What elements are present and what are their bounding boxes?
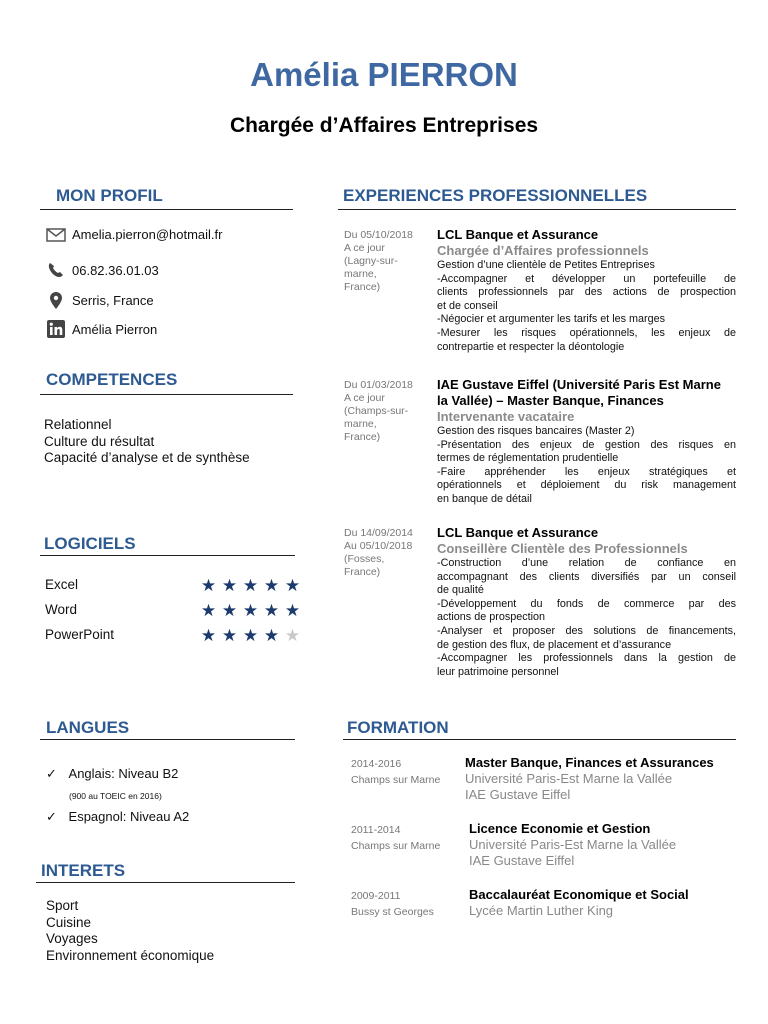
date-line: France) <box>344 281 381 293</box>
section-heading-interets: INTERETS <box>41 861 126 880</box>
software-row-excel <box>45 577 303 594</box>
description-line: accompagnant des clients diversifiés par un conseil <box>437 570 736 583</box>
description-line: de qualité <box>437 584 484 597</box>
job-role: Intervenante vacataire <box>437 409 575 424</box>
date-line: France) <box>344 431 381 443</box>
linkedin-icon <box>44 320 68 338</box>
section-divider <box>40 739 295 740</box>
date-line: marne, <box>344 418 377 430</box>
checkmark-icon: ✓ <box>46 809 57 824</box>
software-label: Excel <box>45 577 79 592</box>
description-line: opérationnels et déploiement du risk management <box>437 479 736 492</box>
contact-phone <box>44 261 159 279</box>
candidate-name: Amélia PIERRON <box>250 56 518 93</box>
competences-list <box>44 417 250 467</box>
description-line: actions de prospection <box>437 611 546 624</box>
language-item <box>46 766 178 782</box>
location-pin-icon <box>44 292 68 309</box>
software-label: PowerPoint <box>45 627 115 642</box>
degree-title: Baccalauréat Economique et Social <box>469 887 689 902</box>
phone-text: 06.82.36.01.03 <box>72 262 159 278</box>
date-line: A ce jour <box>344 392 385 404</box>
description-line: clients professionnels par des actions de prospection <box>437 286 736 299</box>
school-name: Lycée Martin Luther King <box>469 903 614 918</box>
description-line: en banque de détail <box>437 492 532 505</box>
education-dates <box>351 822 466 854</box>
star-icon: ★ <box>200 576 217 595</box>
experience-entry <box>437 525 736 679</box>
date-line: Au 05/10/2018 <box>344 540 413 552</box>
section-divider <box>40 209 293 210</box>
job-title: Chargée d’Affaires Entreprises <box>229 114 539 137</box>
description-line: Gestion d’une clientèle de Petites Entreprises <box>437 259 655 271</box>
star-icon: ★ <box>263 601 280 620</box>
date-line: France) <box>344 566 381 578</box>
education-place: Champs sur Marne <box>351 840 441 852</box>
star-icon: ★ <box>242 601 259 620</box>
date-line: (Fosses, <box>344 553 385 565</box>
date-line: A ce jour <box>344 242 385 254</box>
school-name: Université Paris-Est Marne la Vallée <box>465 771 673 786</box>
education-entry <box>469 887 739 919</box>
list-item: Culture du résultat <box>44 433 155 449</box>
education-place: Bussy st Georges <box>351 906 434 918</box>
star-icon: ★ <box>263 626 280 645</box>
contact-location <box>44 292 154 309</box>
language-item <box>46 809 189 825</box>
school-name: IAE Gustave Eiffel <box>465 787 571 802</box>
software-row-powerpoint <box>45 627 303 644</box>
contact-email <box>44 227 222 242</box>
section-heading-experiences: EXPERIENCES PROFESSIONNELLES <box>343 186 648 205</box>
section-heading-langues: LANGUES <box>46 718 130 737</box>
section-divider <box>36 882 295 883</box>
education-entry <box>465 755 740 803</box>
description-line: Gestion des risques bancaires (Master 2) <box>437 425 635 437</box>
section-heading-formation: FORMATION <box>347 718 449 737</box>
description-line: -Développement du fonds de commerce par des <box>437 597 736 610</box>
language-label: Anglais: Niveau B2 <box>68 766 179 781</box>
date-line: Du 05/10/2018 <box>344 229 413 241</box>
list-item: Voyages <box>46 931 98 946</box>
phone-icon <box>44 261 68 279</box>
email-text: Amelia.pierron@hotmail.fr <box>72 227 223 242</box>
description-line: et de conseil <box>437 299 498 312</box>
description-line: -Présentation des enjeux de gestion des risques en <box>437 438 736 451</box>
list-item: Relationnel <box>44 417 112 432</box>
description-line: de gestion des flux, de placement et d’assurance <box>437 638 672 651</box>
company-name: IAE Gustave Eiffel (Université Paris Est Marne <box>437 377 721 392</box>
date-line: marne, <box>344 268 377 280</box>
star-icon: ★ <box>200 626 217 645</box>
education-years: 2009-2011 <box>351 890 401 902</box>
star-icon: ★ <box>284 601 301 620</box>
interets-list <box>46 898 214 964</box>
date-line: Du 14/09/2014 <box>344 527 413 539</box>
education-place: Champs sur Marne <box>351 774 441 786</box>
company-name: LCL Banque et Assurance <box>437 525 599 540</box>
description-line: -Négocier et argumenter les tarifs et les marges <box>437 313 666 326</box>
star-icon: ★ <box>221 601 238 620</box>
star-icon: ★ <box>242 626 259 645</box>
school-name: IAE Gustave Eiffel <box>469 853 575 868</box>
contact-linkedin <box>44 320 157 338</box>
experience-entry <box>437 377 736 507</box>
description-line: -Faire appréhender les enjeux stratégiques et <box>437 465 736 478</box>
education-entry <box>469 821 739 869</box>
section-divider <box>40 394 293 395</box>
checkmark-icon: ✓ <box>46 766 57 781</box>
section-heading-profil: MON PROFIL <box>56 186 163 205</box>
list-item: Sport <box>46 898 79 913</box>
description-line: -Construction d’une relation de confiance en <box>437 557 736 569</box>
description-line: -Accompagner et développer un portefeuille de <box>437 272 736 285</box>
description-line: termes de réglementation prudentielle <box>437 452 619 465</box>
experience-dates <box>344 527 434 579</box>
star-icon: ★ <box>221 626 238 645</box>
software-row-word <box>45 602 303 619</box>
degree-title: Master Banque, Finances et Assurances <box>465 755 714 770</box>
star-rating <box>198 602 303 619</box>
date-line: (Lagny-sur- <box>344 255 398 267</box>
section-divider <box>343 739 736 740</box>
description-line: -Accompagner les professionnels dans la gestion de <box>437 652 736 665</box>
section-divider <box>40 555 295 556</box>
job-role: Chargée d’Affaires professionnels <box>437 243 649 258</box>
education-years: 2011-2014 <box>351 824 401 836</box>
envelope-icon <box>44 228 68 242</box>
education-dates <box>351 756 461 788</box>
experience-entry <box>437 227 736 354</box>
list-item: Capacité d’analyse et de synthèse <box>44 450 250 465</box>
experience-dates <box>344 229 434 294</box>
software-label: Word <box>45 602 78 617</box>
location-text: Serris, France <box>72 293 154 308</box>
date-line: Du 01/03/2018 <box>344 379 413 391</box>
section-heading-competences: COMPETENCES <box>46 370 178 389</box>
company-name: LCL Banque et Assurance <box>437 227 599 242</box>
star-icon: ★ <box>200 601 217 620</box>
star-icon: ★ <box>221 576 238 595</box>
list-item: Cuisine <box>46 914 92 930</box>
star-icon: ★ <box>263 576 280 595</box>
description-line: leur patrimoine personnel <box>437 665 559 678</box>
star-rating <box>198 577 303 594</box>
date-line: (Champs-sur- <box>344 405 409 417</box>
description-line: contrepartie et respecter la déontologie <box>437 340 625 353</box>
star-icon: ★ <box>284 576 301 595</box>
list-item: Environnement économique <box>46 947 215 963</box>
education-years: 2014-2016 <box>351 758 402 770</box>
degree-title: Licence Economie et Gestion <box>469 821 651 836</box>
star-icon: ★ <box>242 576 259 595</box>
job-role: Conseillère Clientèle des Professionnels <box>437 541 688 556</box>
section-divider <box>338 209 736 210</box>
section-heading-logiciels: LOGICIELS <box>44 534 136 553</box>
linkedin-text: Amélia Pierron <box>72 321 158 337</box>
school-name: Université Paris-Est Marne la Vallée <box>469 837 677 852</box>
star-rating <box>198 627 303 644</box>
language-label: Espagnol: Niveau A2 <box>68 809 190 824</box>
description-line: -Analyser et proposer des solutions de financements, <box>437 624 736 637</box>
star-icon: ★ <box>284 626 301 645</box>
company-name: la Vallée) – Master Banque, Finances <box>437 393 664 408</box>
description-line: -Mesurer les risques opérationnels, les enjeux de <box>437 326 736 339</box>
experience-dates <box>344 379 434 444</box>
language-note: (900 au TOEIC en 2016) <box>69 791 162 801</box>
education-dates <box>351 888 466 920</box>
